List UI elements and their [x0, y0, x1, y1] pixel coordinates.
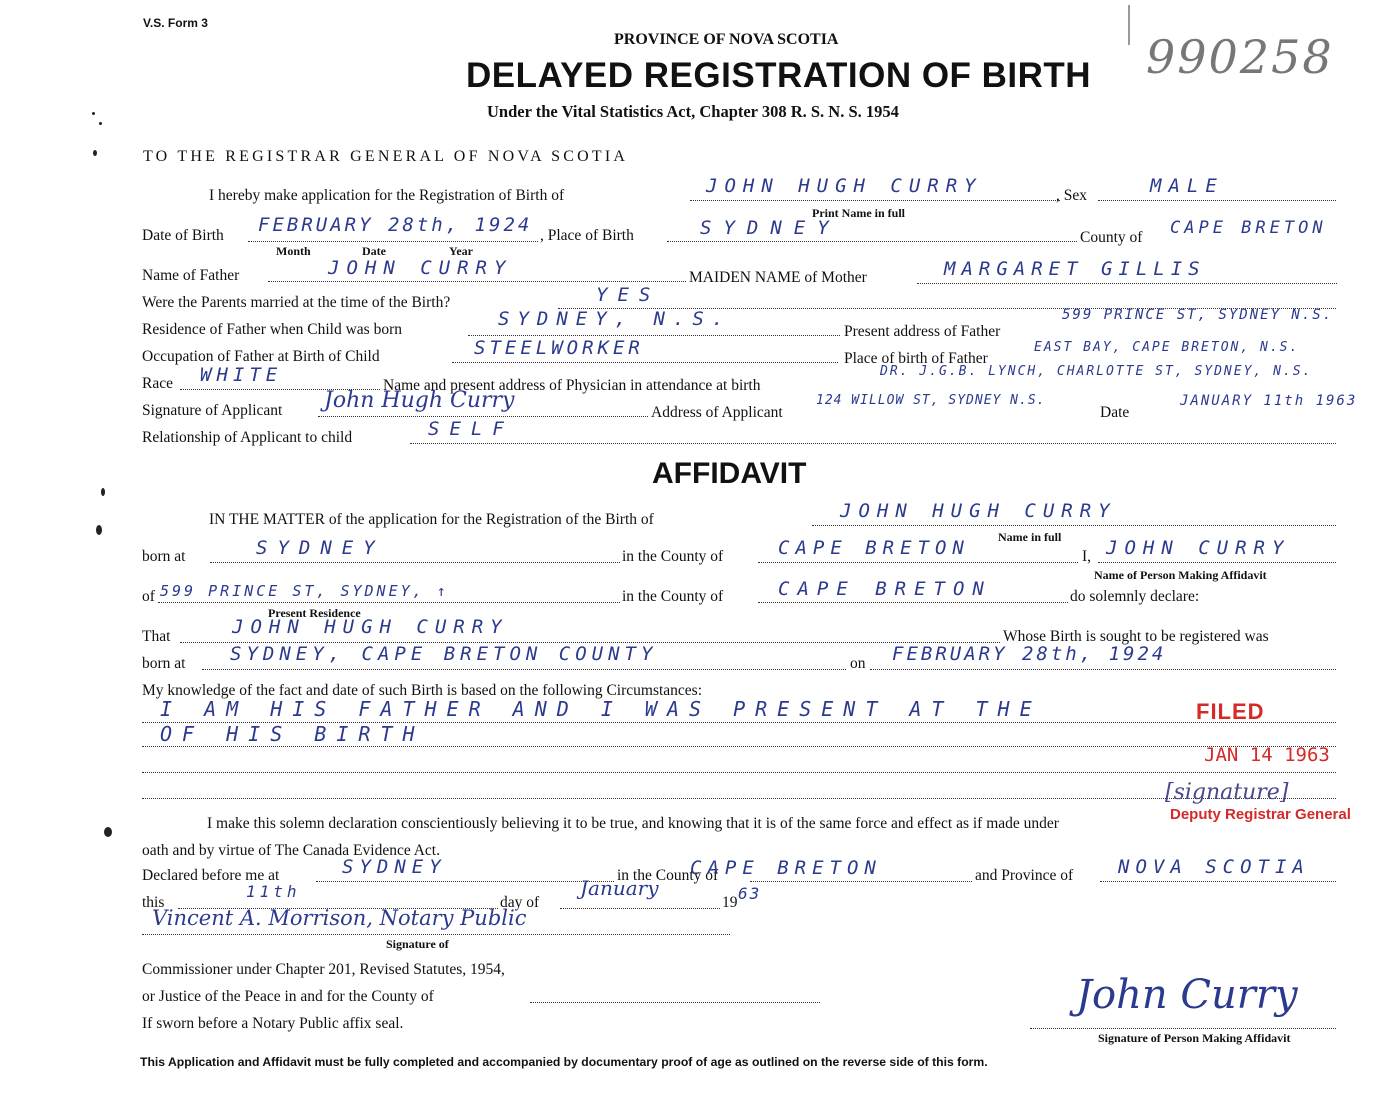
margin-mark: [93, 150, 97, 156]
date-label: Date: [1100, 404, 1130, 421]
commissioner-label: Commissioner under Chapter 201, Revised Statutes, 1954,: [142, 961, 505, 978]
margin-mark: [92, 112, 95, 115]
father-birthplace-value: EAST BAY, CAPE BRETON, N.S.: [1034, 340, 1300, 355]
year-hint: Year: [449, 244, 473, 258]
pob-line: [667, 241, 1077, 242]
year-value: 63: [738, 884, 762, 903]
margin-mark: [104, 827, 112, 837]
declared-county-value: CAPE BRETON: [690, 857, 882, 879]
dob-value: FEBRUARY 28th, 1924: [258, 214, 533, 236]
stamp-office: Deputy Registrar General: [1170, 806, 1351, 823]
month-line: [560, 908, 720, 909]
father-name-line: [268, 281, 686, 282]
province-value: NOVA SCOTIA: [1118, 856, 1310, 878]
sex-value: MALE: [1150, 175, 1224, 197]
county-label: County of: [1080, 229, 1143, 246]
page-title: DELAYED REGISTRATION OF BIRTH: [466, 56, 1092, 95]
born-place-value: SYDNEY, CAPE BRETON COUNTY: [230, 643, 658, 665]
in-the-matter-label: IN THE MATTER of the application for the Registration of the Birth of: [209, 511, 654, 528]
father-name-label: Name of Father: [142, 267, 240, 284]
form-number: V.S. Form 3: [143, 16, 208, 30]
father-residence-line: [468, 335, 840, 336]
sex-label: , Sex: [1056, 187, 1087, 204]
justice-label: or Justice of the Peace in and for the County of: [142, 988, 434, 1005]
county-of-label-2: in the County of: [622, 588, 724, 605]
circumstance-line-2: [142, 746, 1336, 747]
married-value: YES: [596, 284, 661, 306]
born-at-line: [210, 562, 620, 563]
declared-place-value: SYDNEY: [342, 856, 447, 878]
person-signature: John Curry: [1076, 972, 1298, 1018]
father-present-label: Present address of Father: [844, 323, 1001, 340]
declared-place-line: [316, 881, 614, 882]
addressee: TO THE REGISTRAR GENERAL OF NOVA SCOTIA: [143, 148, 629, 165]
declarant-line: [1098, 562, 1336, 563]
born-place-line: [202, 669, 846, 670]
date-hint: Date: [362, 244, 386, 258]
filed-stamp: FILED: [1196, 699, 1265, 724]
person-signature-hint: Signature of Person Making Affidavit: [1098, 1031, 1291, 1045]
residence-line: [158, 602, 620, 603]
date-value: JANUARY 11th 1963: [1180, 393, 1358, 409]
born-at-label-2: born at: [142, 655, 186, 672]
county-of-label: in the County of: [622, 548, 724, 565]
mother-maiden-value: MARGARET GILLIS: [944, 258, 1206, 280]
affidavit-child-value: JOHN HUGH CURRY: [840, 500, 1117, 522]
physician-value: DR. J.G.B. LYNCH, CHARLOTTE ST, SYDNEY, N.S.: [880, 364, 1313, 379]
address-applicant-label: Address of Applicant: [651, 404, 783, 421]
race-value: WHITE: [200, 364, 283, 386]
margin-mark: [101, 488, 105, 496]
father-residence-value: SYDNEY, N.S.: [498, 308, 732, 330]
born-at-label: born at: [142, 548, 186, 565]
relationship-line: [410, 443, 1336, 444]
occupation-line: [452, 362, 838, 363]
day-value: 11th: [246, 882, 301, 901]
whose-birth-label: Whose Birth is sought to be registered was: [1003, 628, 1269, 645]
born-date-value: FEBRUARY 28th, 1924: [892, 643, 1167, 665]
pob-value: SYDNEY: [700, 217, 841, 239]
declaration-line-2: oath and by virtue of The Canada Evidence Act.: [142, 842, 440, 859]
address-applicant-value: 124 WILLOW ST, SYDNEY N.S.: [816, 393, 1046, 408]
signature-applicant-label: Signature of Applicant: [142, 402, 283, 419]
relationship-label: Relationship of Applicant to child: [142, 429, 353, 446]
applicant-signature: John Hugh Curry: [324, 388, 515, 413]
province-label: and Province of: [975, 867, 1074, 884]
race-label: Race: [142, 375, 173, 392]
margin-mark: [99, 122, 102, 125]
father-birthplace-label: Place of birth of Father: [844, 350, 988, 367]
father-residence-label: Residence of Father when Child was born: [142, 321, 402, 338]
province-heading: PROVINCE OF NOVA SCOTIA: [614, 31, 839, 48]
occupation-label: Occupation of Father at Birth of Child: [142, 348, 380, 365]
circumstance-line-3: [142, 772, 1336, 773]
file-number: 990258: [1146, 30, 1334, 84]
affidavit-heading: AFFIDAVIT: [652, 457, 807, 490]
sex-line: [1098, 200, 1336, 201]
born-date-line: [870, 669, 1336, 670]
justice-line: [530, 1002, 820, 1003]
declarant-county-value: CAPE BRETON: [778, 578, 992, 600]
affidavit-county-line: [758, 562, 1078, 563]
month-hint: Month: [276, 244, 311, 258]
margin-mark: [96, 525, 102, 535]
print-name-hint: Print Name in full: [812, 206, 905, 220]
this-label: this: [142, 894, 165, 911]
notary-label: If sworn before a Notary Public affix seal.: [142, 1015, 404, 1032]
physician-label: Name and present address of Physician in attendance at birth: [383, 377, 761, 394]
child-name-line: [690, 200, 1060, 201]
year-prefix: 19: [722, 894, 738, 911]
present-residence-hint: Present Residence: [268, 606, 361, 620]
person-signature-line: [1030, 1028, 1336, 1029]
circumstance-value-1: I AM HIS FATHER AND I WAS PRESENT AT THE: [160, 697, 1042, 721]
occupation-value: STEELWORKER: [474, 337, 644, 359]
father-name-value: JOHN CURRY: [328, 257, 513, 279]
declared-before-label: Declared before me at: [142, 867, 280, 884]
born-at-value: SYDNEY: [256, 537, 385, 559]
stamp-initials: [signature]: [1165, 780, 1289, 805]
province-line: [1100, 881, 1336, 882]
footer-note: This Application and Affidavit must be fully completed and accompanied by documentary proof of age as outlined on the reverse side of this form.: [140, 1055, 988, 1069]
declared-county-label: in the County of: [617, 867, 719, 884]
page-subtitle: Under the Vital Statistics Act, Chapter 308 R. S. N. S. 1954: [487, 102, 899, 121]
signature-of-hint: Signature of: [386, 937, 449, 951]
circumstance-value-2: OF HIS BIRTH: [160, 722, 425, 746]
month-value: January: [580, 876, 659, 900]
name-person-hint: Name of Person Making Affidavit: [1094, 568, 1267, 582]
declaration-line-1: I make this solemn declaration conscientiously believing it to be true, and knowing that it is of the same force and effect as if made under: [207, 815, 1059, 832]
that-value: JOHN HUGH CURRY: [232, 616, 509, 638]
affidavit-county-value: CAPE BRETON: [778, 537, 970, 559]
signature-applicant-line: [318, 416, 648, 417]
circumstance-line-4: [142, 798, 1336, 799]
declarant-value: JOHN CURRY: [1106, 537, 1291, 559]
declared-county-line: [750, 881, 972, 882]
relationship-value: SELF: [428, 418, 514, 440]
apply-label: I hereby make application for the Registration of Birth of: [209, 187, 565, 204]
married-label: Were the Parents married at the time of the Birth?: [142, 294, 451, 311]
residence-value: 599 PRINCE ST, SYDNEY, ↑: [160, 582, 449, 600]
pob-label: , Place of Birth: [540, 227, 634, 244]
dob-label: Date of Birth: [142, 227, 224, 244]
solemnly-label: do solemnly declare:: [1070, 588, 1200, 605]
mother-maiden-line: [917, 283, 1337, 284]
knowledge-label: My knowledge of the fact and date of such Birth is based on the following Circumstances:: [142, 682, 703, 699]
child-name-value: JOHN HUGH CURRY: [706, 175, 983, 197]
stamp-date: JAN 14 1963: [1204, 744, 1330, 766]
affidavit-child-line: [812, 525, 1336, 526]
file-number-tick: [1128, 5, 1130, 45]
mother-maiden-label: MAIDEN NAME of Mother: [689, 269, 867, 286]
father-present-value: 599 PRINCE ST, SYDNEY N.S.: [1062, 307, 1334, 323]
commissioner-signature-line: [142, 934, 730, 935]
day-of-label: day of: [500, 894, 540, 911]
declarant-county-line: [758, 602, 1068, 603]
name-in-full-hint: Name in full: [998, 530, 1062, 544]
county-value: CAPE BRETON: [1170, 218, 1327, 238]
of-label: of: [142, 588, 155, 605]
that-label: That: [142, 628, 171, 645]
dob-line: [248, 241, 538, 242]
on-label: on: [850, 655, 866, 672]
commissioner-signature: Vincent A. Morrison, Notary Public: [152, 906, 527, 930]
i-label: I,: [1082, 548, 1092, 565]
